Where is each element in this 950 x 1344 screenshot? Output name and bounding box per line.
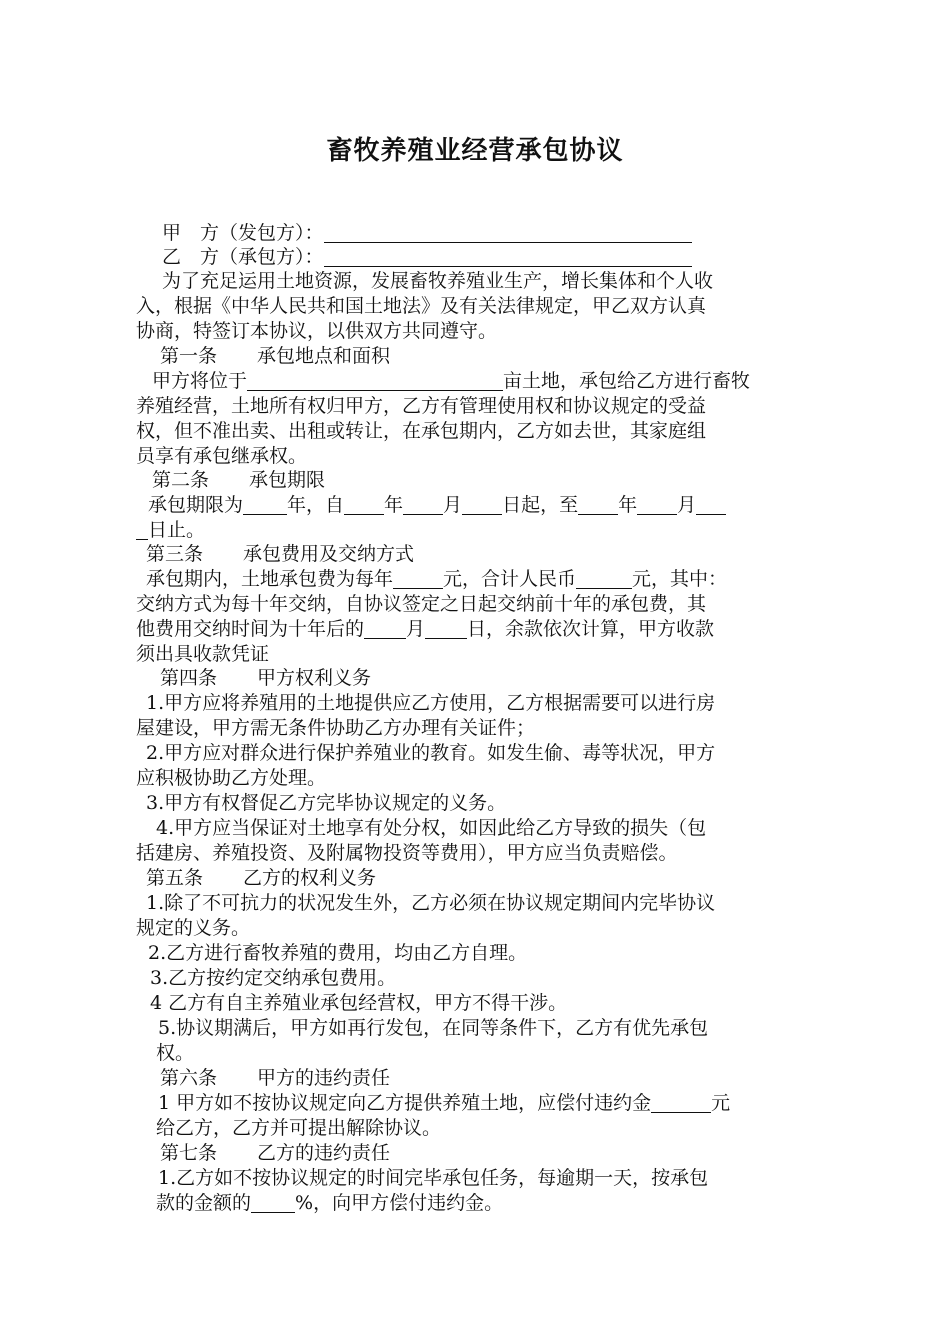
article-6-heading: 第六条 甲方的违约责任 — [160, 1067, 391, 1089]
article-2-heading: 第二条 承包期限 — [152, 469, 326, 491]
article-3-line-2: 交纳方式为每十年交纳，自协议签定之日起交纳前十年的承包费，其 — [136, 593, 707, 615]
article-1-line-3: 权，但不准出卖、出租或转让，在承包期内，乙方如去世，其家庭组 — [136, 420, 707, 442]
party-a-blank — [324, 222, 692, 243]
article-5-item-5a: 5.协议期满后，甲方如再行发包，在同等条件下，乙方有优先承包 — [158, 1017, 709, 1039]
article-6-item-1b: 给乙方，乙方并可提出解除协议。 — [156, 1117, 442, 1139]
article-7-item-1b: 款的金额的 %，向甲方偿付违约金。 — [156, 1192, 504, 1214]
location-blank — [247, 370, 503, 391]
article-3-line-1: 承包期内，土地承包费为每年 元，合计人民币 元，其中： — [146, 568, 728, 590]
article-2-line-1: 承包期限为 年，自 年 月 日起，至 年 月 — [148, 492, 726, 518]
article-4-item-1a: 1.甲方应将养殖用的土地提供应乙方使用，乙方根据需要可以进行房 — [146, 692, 716, 714]
document-title: 畜牧养殖业经营承包协议 — [326, 136, 624, 166]
article-4-item-4a: 4.甲方应当保证对土地享有处分权，如因此给乙方导致的损失（包 — [156, 817, 707, 839]
article-5-item-5b: 权。 — [156, 1042, 195, 1064]
party-b-line — [162, 244, 692, 270]
article-5-item-2: 2.乙方进行畜牧养殖的费用，均由乙方自理。 — [148, 942, 528, 964]
party-a-line — [162, 220, 692, 246]
article-4-item-2b: 应积极协助乙方处理。 — [136, 767, 327, 789]
party-a-label: 甲 方（发包方）： — [162, 222, 324, 244]
article-3-line-4: 须出具收款凭证 — [136, 643, 270, 665]
article-5-item-3: 3.乙方按约定交纳承包费用。 — [150, 967, 397, 989]
article-1-line-2: 养殖经营，土地所有权归甲方，乙方有管理使用权和协议规定的受益 — [136, 395, 707, 417]
intro-line-2: 入，根据《中华人民共和国土地法》及有关法律规定，甲乙双方认真 — [136, 295, 707, 317]
percent-blank — [251, 1192, 295, 1213]
intro-line-3: 协商，特签订本协议，以供双方共同遵守。 — [136, 320, 498, 342]
article-3-heading: 第三条 承包费用及交纳方式 — [146, 543, 415, 565]
article-5-heading: 第五条 乙方的权利义务 — [146, 867, 377, 889]
intro-line-1: 为了充足运用土地资源，发展畜牧养殖业生产，增长集体和个人收 — [162, 270, 714, 292]
article-1-line-1: 甲方将位于 亩土地，承包给乙方进行畜牧 — [152, 370, 751, 392]
article-5-item-1a: 1.除了不可抗力的状况发生外，乙方必须在协议规定期间内完毕协议 — [146, 892, 716, 914]
article-4-item-2a: 2.甲方应对群众进行保护养殖业的教育。如发生偷、毒等状况，甲方 — [146, 742, 716, 764]
article-5-item-1b: 规定的义务。 — [136, 917, 251, 939]
article-1-line-4: 员享有承包继承权。 — [136, 445, 308, 467]
article-4-item-1b: 屋建设，甲方需无条件协助乙方办理有关证件； — [136, 717, 536, 739]
article-4-item-3: 3.甲方有权督促乙方完毕协议规定的义务。 — [146, 792, 507, 814]
article-4-item-4b: 括建房、养殖投资、及附属物投资等费用），甲方应当负责赔偿。 — [136, 842, 678, 864]
article-1-heading: 第一条 承包地点和面积 — [160, 345, 391, 367]
article-4-heading: 第四条 甲方权利义务 — [160, 667, 372, 689]
penalty-blank — [651, 1092, 711, 1113]
article-7-item-1a: 1.乙方如不按协议规定的时间完毕承包任务，每逾期一天，按承包 — [158, 1167, 709, 1189]
party-b-blank — [324, 246, 692, 267]
article-2-line-2: 日止。 — [136, 517, 205, 543]
article-6-item-1a: 1 甲方如不按协议规定向乙方提供养殖土地，应偿付违约金 元 — [158, 1092, 731, 1114]
party-b-label: 乙 方（承包方）： — [162, 246, 324, 268]
article-7-heading: 第七条 乙方的违约责任 — [160, 1142, 391, 1164]
article-3-line-3: 他费用交纳时间为十年后的 月 日，余款依次计算，甲方收款 — [136, 618, 715, 640]
article-5-item-4: 4 乙方有自主养殖业承包经营权，甲方不得干涉。 — [150, 992, 568, 1014]
